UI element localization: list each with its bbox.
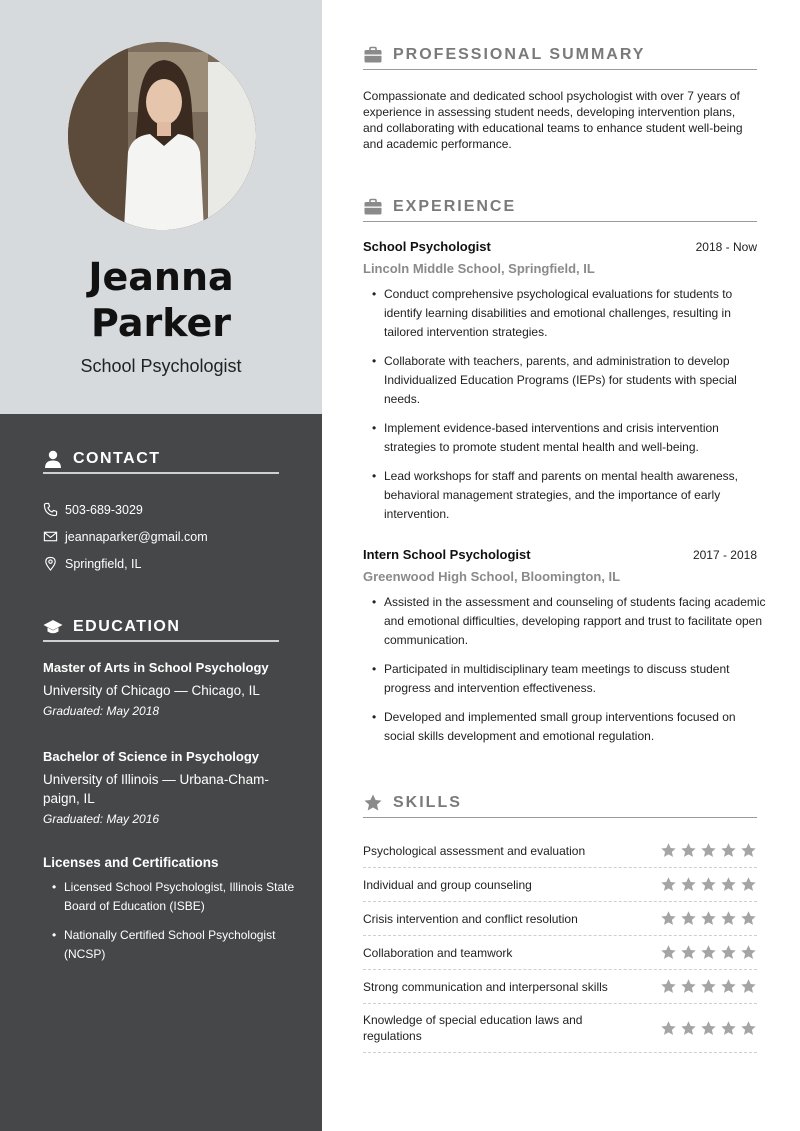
skills-section-header [363, 788, 757, 818]
rating-star-icon [680, 842, 697, 859]
rating-star-icon [740, 944, 757, 961]
phone-icon [43, 502, 58, 517]
experience-heading: EXPERIENCE [393, 197, 517, 215]
graduation-date: Graduated: May 2016 [43, 812, 160, 826]
job-bullet: • Conduct comprehensive psychological evaluations for students to identify learning disabilities and emotional challenges, resulting in tailored intervention strategies. [372, 285, 762, 342]
rating-star-icon [680, 944, 697, 961]
job-role: Intern School Psychologist [363, 547, 531, 562]
last-name: Parker [91, 301, 231, 345]
skill-row [363, 902, 757, 936]
contact-heading: CONTACT [73, 450, 161, 467]
rating-star-icon [740, 978, 757, 995]
summary-text: Compassionate and dedicated school psychologist with over 7 years of experience in assessing student needs, developing intervention plans, and collaborating with educational teams to enhance student well-being and academic performance. [363, 89, 743, 151]
rating-star-icon [680, 1020, 697, 1037]
email-text: jeannaparker@gmail.com [65, 529, 208, 544]
skill-name: Psychological assessment and evaluation [363, 843, 586, 858]
rating-star-icon [720, 1020, 737, 1037]
skill-rating [660, 842, 757, 859]
contact-section-header [43, 446, 279, 474]
rating-star-icon [700, 842, 717, 859]
job-header [363, 547, 757, 562]
rating-star-icon [680, 910, 697, 927]
skill-rating [660, 910, 757, 927]
rating-star-icon [700, 944, 717, 961]
rating-star-icon [700, 978, 717, 995]
skill-name: Knowledge of special education laws and regulations [363, 1013, 583, 1043]
job-bullet: • Collaborate with teachers, parents, and administration to develop Individualized Education Programs (IEPs) for students with special needs. [372, 352, 762, 409]
map-pin-icon [43, 556, 58, 571]
candidate-name [0, 254, 322, 346]
person-icon [43, 449, 63, 469]
rating-star-icon [740, 910, 757, 927]
skill-rating [660, 944, 757, 961]
job-bullet: • Implement evidence-based interventions and crisis intervention strategies to promote student mental health and well-being. [372, 419, 762, 457]
summary-heading: PROFESSIONAL SUMMARY [393, 45, 646, 63]
contact-email [43, 529, 208, 544]
rating-star-icon [680, 978, 697, 995]
degree: Bachelor of Science in Psychology [43, 749, 260, 764]
rating-star-icon [700, 876, 717, 893]
skill-rating [660, 978, 757, 995]
skill-row [363, 936, 757, 970]
skill-row [363, 868, 757, 902]
experience-section-header [363, 192, 757, 222]
job-bullet: • Participated in multidisciplinary team meetings to discuss student progress and intervention effectiveness. [372, 660, 767, 698]
job-company: Lincoln Middle School, Springfield, IL [363, 261, 595, 276]
education-entry [43, 749, 283, 826]
job-bullet: • Lead workshops for staff and parents on mental health awareness, behavioral management strategies, and the importance of early intervention. [372, 467, 762, 524]
job-company: Greenwood High School, Bloomington, IL [363, 569, 621, 584]
job-bullets [372, 285, 762, 534]
rating-star-icon [660, 978, 677, 995]
candidate-title: School Psychologist [80, 356, 242, 376]
profile-photo-figure [68, 42, 256, 230]
rating-star-icon [720, 978, 737, 995]
job-role: School Psychologist [363, 239, 491, 254]
first-name: Jeanna [88, 255, 234, 299]
rating-star-icon [720, 842, 737, 859]
degree: Master of Arts in School Psychology [43, 660, 269, 675]
graduation-date: Graduated: May 2018 [43, 704, 160, 718]
skills-list [363, 834, 757, 1053]
rating-star-icon [660, 910, 677, 927]
rating-star-icon [720, 910, 737, 927]
rating-star-icon [680, 876, 697, 893]
education-heading: EDUCATION [73, 618, 181, 635]
license-item: • Nationally Certified School Psychologist (NCSP) [52, 926, 297, 964]
phone-text: 503-689-3029 [65, 502, 143, 517]
contact-location [43, 556, 141, 571]
graduation-cap-icon [43, 617, 63, 637]
profile-photo [68, 42, 256, 230]
rating-star-icon [660, 842, 677, 859]
job-bullet: • Assisted in the assessment and counseling of students facing academic and emotional difficulties, developing rapport and trust to facilitate open communication. [372, 593, 767, 650]
job-dates: 2017 - 2018 [692, 548, 757, 562]
skill-name: Crisis intervention and conflict resolution [363, 911, 578, 926]
job-header [363, 239, 757, 254]
skill-name: Individual and group counseling [363, 877, 532, 892]
briefcase-icon [363, 45, 383, 65]
rating-star-icon [660, 876, 677, 893]
rating-star-icon [660, 944, 677, 961]
mail-icon [43, 529, 58, 544]
job-bullet: • Developed and implemented small group interventions focused on social skills development and emotional regulation. [372, 708, 767, 746]
licenses-list [52, 878, 297, 974]
school: University of Chicago — Chicago, IL [43, 683, 260, 698]
skill-rating [660, 1020, 757, 1037]
summary-section-header [363, 40, 757, 70]
education-entry [43, 660, 293, 718]
rating-star-icon [720, 944, 737, 961]
education-section-header [43, 614, 279, 642]
job-dates: 2018 - Now [695, 240, 757, 254]
skills-heading: SKILLS [393, 793, 462, 811]
rating-star-icon [720, 876, 737, 893]
school: University of Illinois — Urbana-Cham-paign, IL [43, 772, 269, 806]
rating-star-icon [700, 1020, 717, 1037]
rating-star-icon [740, 842, 757, 859]
briefcase-icon [363, 197, 383, 217]
rating-star-icon [660, 1020, 677, 1037]
rating-star-icon [740, 876, 757, 893]
skill-name: Collaboration and teamwork [363, 945, 513, 960]
skill-name: Strong communication and interpersonal skills [363, 979, 608, 994]
skill-row [363, 1004, 757, 1053]
job-bullets [372, 593, 767, 756]
rating-star-icon [700, 910, 717, 927]
skill-rating [660, 876, 757, 893]
rating-star-icon [740, 1020, 757, 1037]
licenses-heading: Licenses and Certifications [43, 855, 219, 870]
license-item: • Licensed School Psychologist, Illinois State Board of Education (ISBE) [52, 878, 297, 916]
skill-row [363, 834, 757, 868]
location-text: Springfield, IL [65, 556, 142, 571]
contact-phone [43, 502, 143, 517]
star-icon [363, 793, 383, 813]
skill-row [363, 970, 757, 1004]
